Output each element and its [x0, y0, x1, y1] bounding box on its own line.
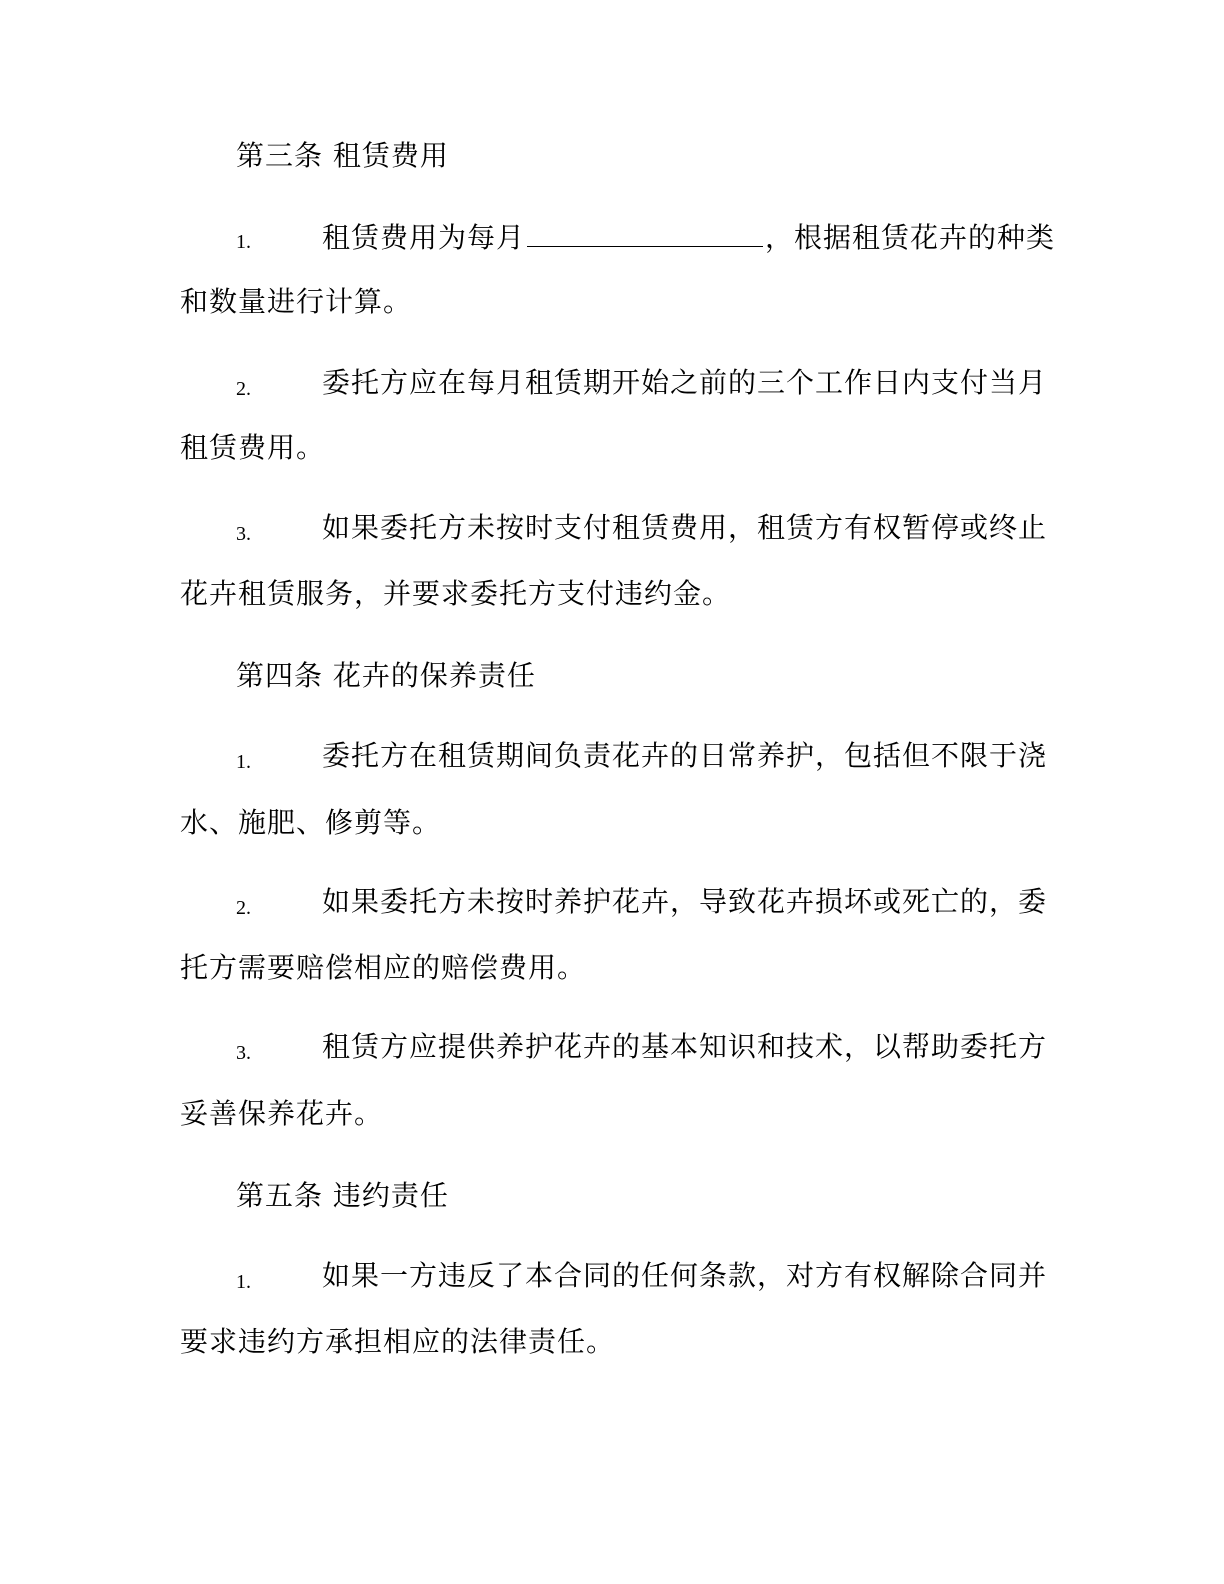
section-heading-3: 第三条 租赁费用 [236, 139, 449, 172]
clause-text [322, 222, 1055, 252]
item-number: 3. [236, 523, 251, 545]
clause-text: 委托方应在每月租赁期开始之前的三个工作日内支付当月 [322, 366, 1048, 399]
clause-text-continued: 托方需要赔偿相应的赔偿费用。 [180, 951, 587, 984]
section-heading-5: 第五条 违约责任 [236, 1179, 449, 1212]
clause-text: 委托方在租赁期间负责花卉的日常养护，包括但不限于浇 [322, 739, 1048, 772]
item-number: 1. [236, 231, 251, 253]
clause-text-part: 租赁费用为每月 [322, 221, 526, 254]
item-number: 2. [236, 378, 251, 400]
item-number: 1. [236, 751, 251, 773]
clause-text: 如果委托方未按时养护花卉，导致花卉损坏或死亡的，委 [322, 885, 1048, 918]
clause-text-continued: 水、施肥、修剪等。 [180, 806, 442, 839]
clause-text-continued: 和数量进行计算。 [180, 285, 413, 318]
item-number: 3. [236, 1042, 251, 1064]
clause-text-continued: 花卉租赁服务，并要求委托方支付违约金。 [180, 577, 732, 610]
item-number: 1. [236, 1271, 251, 1293]
clause-text: 如果委托方未按时支付租赁费用，租赁方有权暂停或终止 [322, 511, 1048, 544]
clause-text-continued: 租赁费用。 [180, 431, 326, 464]
blank-fill-line [527, 222, 763, 247]
item-number: 2. [236, 897, 251, 919]
clause-text-part: ，根据租赁花卉的种类 [765, 221, 1056, 254]
clause-text-continued: 要求违约方承担相应的法律责任。 [180, 1325, 616, 1358]
section-heading-4: 第四条 花卉的保养责任 [236, 659, 536, 692]
clause-text-continued: 妥善保养花卉。 [180, 1097, 384, 1130]
clause-text: 租赁方应提供养护花卉的基本知识和技术，以帮助委托方 [322, 1030, 1048, 1063]
clause-text: 如果一方违反了本合同的任何条款，对方有权解除合同并 [322, 1259, 1048, 1292]
